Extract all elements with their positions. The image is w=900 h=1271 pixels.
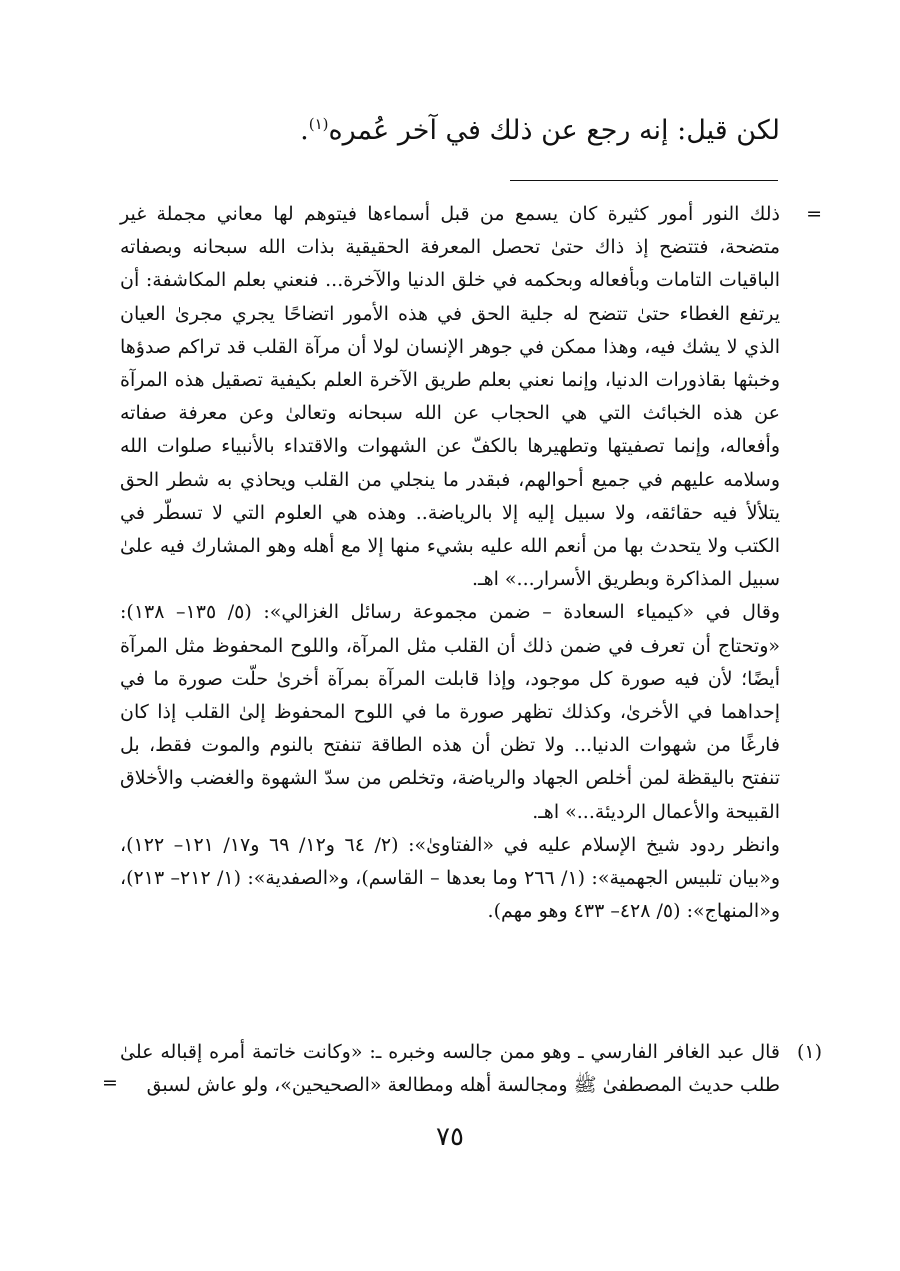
footnote-paragraph-1: ذلك النور أمور كثيرة كان يسمع من قبل أسماءها فيتوهم لها معاني مجملة غير متضحة، فتتضح إذ ذاك حتىٰ تحصل المعرفة الحقيقية بذات الله سبحانه وبصفاته الباقيات التامات وبأفعاله وبحكمه في خلق الدنيا والآخرة... فنعني بعلم المكاشفة: أن يرتفع الغطاء حتىٰ تتضح له جلية الحق في هذه الأمور اتضاحًا يجري مجرىٰ العيان الذي لا يشك فيه، وهذا ممكن في جوهر الإنسان لولا أن مرآة القلب قد تراكم صدؤها وخبثها بقاذورات الدنيا، وإنما نعني بعلم طريق الآخرة العلم بكيفية تصقيل هذه المرآة عن هذه الخبائث التي هي الحجاب عن الله سبحانه وتعالىٰ وعن معرفة صفاته وأفعاله، وإنما تصفيتها وتطهيرها بالكفّ عن الشهوات والاقتداء بالأنبياء صلوات الله وسلامه عليهم في جميع أحوالهم، فبقدر ما ينجلي من القلب ويحاذي به شطر الحق يتلألأ فيه حقائقه، ولا سبيل إليه إلا بالرياضة.. وهذه هي العلوم التي لا تسطّر في الكتب ولا يتحدث بها من أنعم الله عليه بشيء منها إلا مع أهله وهو المشارك فيه علىٰ سبيل المذاكرة وبطريق الأسرار...» اهـ. [120, 203, 780, 591]
main-text-line [120, 108, 780, 154]
footnote-paragraph-3: وانظر ردود شيخ الإسلام عليه في «الفتاوىٰ»: (٢/ ٦٤ و١٢/ ٦٩ و١٧/ ١٢١– ١٢٢)، و«بيان تلبيس الجهمية»: (١/ ٢٦٦ وما بعدها – القاسم)، و«الصفدية»: (١/ ٢١٢– ٢١٣)، و«المنهاج»: (٥/ ٤٢٨– ٤٣٣ وهو مهم). [120, 833, 780, 923]
main-text-end: . [300, 115, 309, 146]
footnote-reference[interactable]: (١) [308, 115, 329, 133]
footnote-1 [102, 1036, 822, 1102]
footnote-continues-marker: = [102, 1072, 118, 1095]
main-text: لكن قيل: إنه رجع عن ذلك في آخر عُمره [328, 115, 780, 146]
footnote-separator-rule [510, 180, 778, 181]
footnote-1-text: قال عبد الغافر الفارسي ـ وهو ممن جالسه وخبره ـ: «وكانت خاتمة أمره إقباله علىٰ طلب حديث المصطفىٰ ﷺ ومجالسة أهله ومطالعة «الصحيحين»، ولو عاش لسبق [120, 1041, 780, 1097]
footnote-continuation [120, 198, 822, 928]
footnote-1-marker: (١) [796, 1041, 822, 1063]
continuation-marker: = [806, 203, 822, 225]
footnote-paragraph-2: وقال في «كيمياء السعادة – ضمن مجموعة رسائل الغزالي»: (٥/ ١٣٥– ١٣٨): «وتحتاج أن تعرف في ضمن ذلك أن القلب مثل المرآة، واللوح المحفوظ مثل المرآة أيضًا؛ لأن فيه صورة كل موجود، وإذا قابلت المرآة بمرآة أخرىٰ حلّت صورة ما في إحداهما في الأخرىٰ، وكذلك تظهر صورة ما في اللوح المحفوظ إلىٰ القلب إذا كان فارغًا من شهوات الدنيا... ولا تظن أن هذه الطاقة تنفتح بالنوم والموت فقط، بل تنفتح باليقظة لمن أخلص الجهاد والرياضة، وتخلص من سدّ الشهوة والغضب والأخلاق القبيحة والأعمال الرديئة...» اهـ. [120, 601, 780, 823]
page-number: ٧٥ [436, 1122, 464, 1152]
